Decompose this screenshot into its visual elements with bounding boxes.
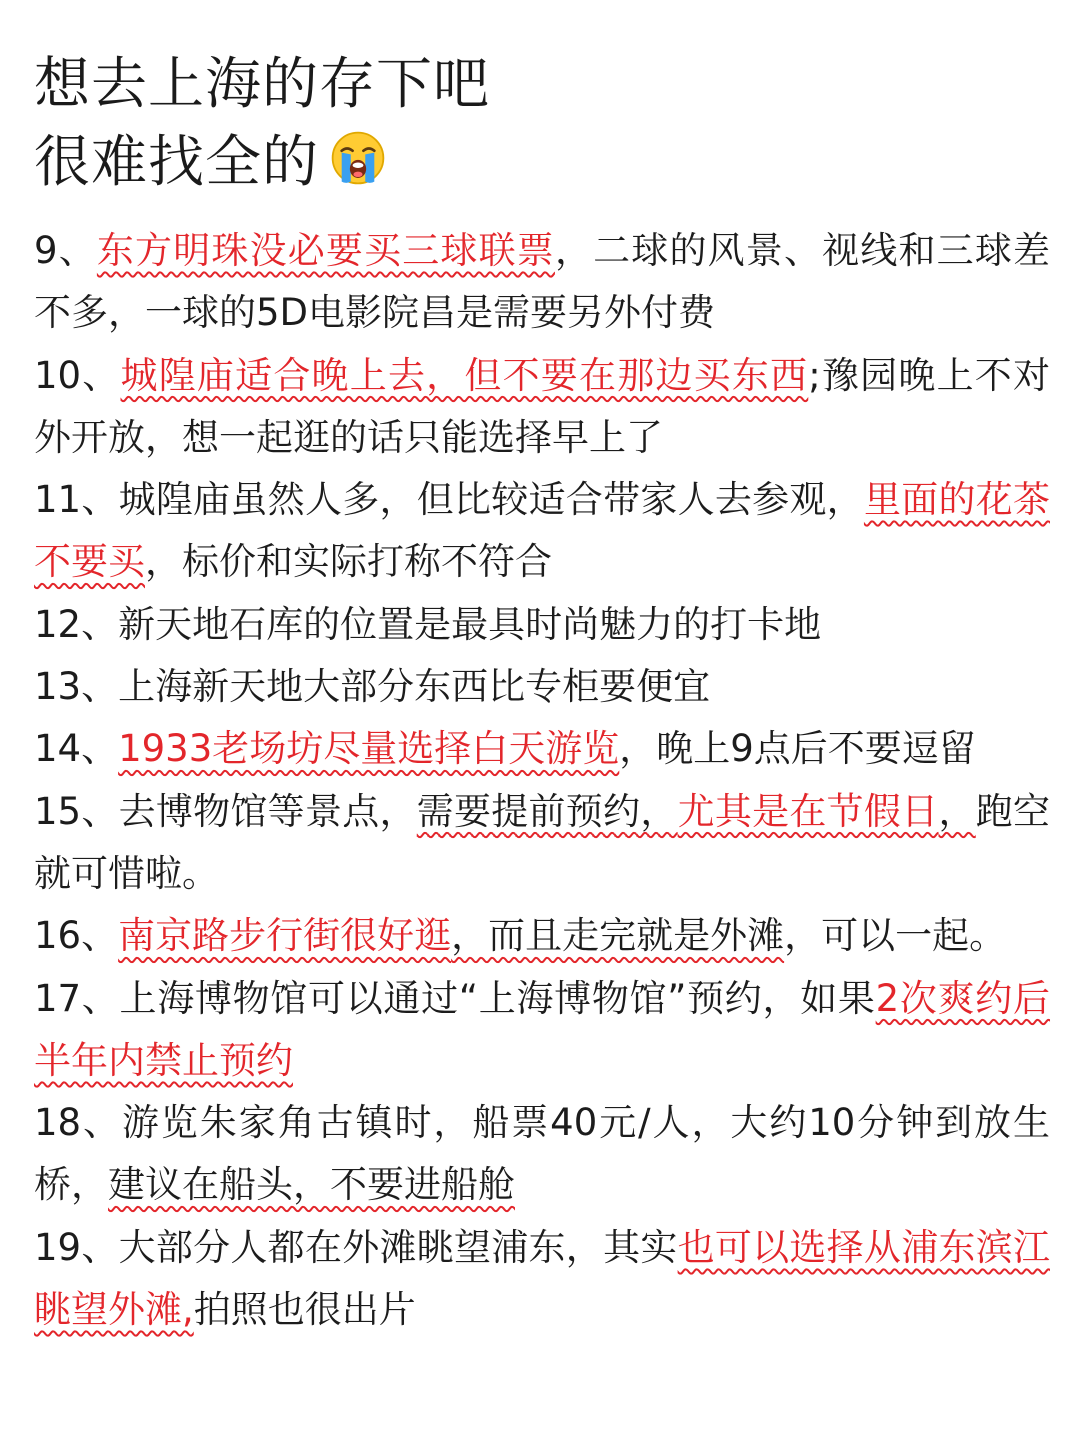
page-title	[34, 46, 490, 202]
tip-11	[34, 469, 1050, 594]
tip-13	[34, 656, 1050, 718]
tip-underlined: ，而且走完就是外滩	[451, 914, 785, 958]
tip-number: 9、	[34, 229, 97, 272]
tip-text: 19、大部分人都在外滩眺望浦东，其实	[34, 1225, 678, 1269]
loudly-crying-face-icon	[329, 129, 387, 187]
tip-highlight: 也可以选择从浦东滨江眺望外滩,	[34, 1225, 1050, 1332]
tip-text: 拍照也很出片	[193, 1288, 416, 1332]
tip-highlight: 2次爽约后半年内禁止预约	[34, 976, 1051, 1082]
tip-text: 15、去博物馆等景点，	[34, 789, 417, 833]
tip-highlight: 1933老场坊尽量选择白天游览	[118, 727, 620, 771]
tip-text: ，晚上9点后不要逗留	[619, 727, 976, 771]
tip-19	[34, 1217, 1050, 1342]
tip-text: 18、游览朱家角古镇时，船票40元/人，大约10分钟到放生桥，	[34, 1101, 1050, 1207]
tip-16	[34, 905, 1050, 967]
tip-highlight: 里面的花茶不要买	[34, 478, 1050, 584]
title-line-2-text: 很难找全的	[34, 130, 319, 195]
tip-highlight: 南京路步行街很好逛	[118, 914, 452, 958]
tip-highlight: 尤其是在节假日	[677, 789, 939, 833]
tip-underlined-punct: ，	[938, 789, 976, 833]
tip-text: 12、新天地石库的位置是最具时尚魅力的打卡地	[34, 602, 822, 646]
tip-text: 13、上海新天地大部分东西比专柜要便宜	[34, 665, 711, 709]
tip-17	[34, 968, 1050, 1093]
tip-14	[34, 718, 1050, 780]
tip-highlight: 东方明珠没必要买三球联票	[96, 229, 555, 272]
tip-15	[34, 781, 1050, 906]
tip-18	[34, 1092, 1050, 1217]
tip-text: 跑空就可惜啦。	[34, 789, 1050, 895]
title-line-1: 想去上海的存下吧	[34, 52, 490, 117]
tip-text: ，可以一起。	[784, 914, 1007, 958]
tip-text: ，二球的风景、视线和三球差不多，一球的5D电影院昌是需要另外付费	[34, 229, 1051, 335]
tip-number: 10、	[34, 353, 121, 397]
tip-9	[34, 220, 1050, 345]
tip-10	[34, 345, 1050, 470]
tip-number: 14、	[34, 727, 119, 771]
tip-highlight: 城隍庙适合晚上去，但不要在那边买东西	[120, 353, 809, 397]
tip-underlined: 建议在船头，不要进船舱	[108, 1163, 515, 1207]
tip-number: 16、	[34, 914, 119, 958]
tip-text: 17、上海博物馆可以通过“上海博物馆”预约，如果	[34, 976, 876, 1020]
tip-underlined: 需要提前预约，	[416, 789, 678, 833]
tips-list	[34, 220, 1050, 1341]
tip-text: ，标价和实际打称不符合	[145, 540, 552, 584]
tip-12	[34, 594, 1050, 656]
tip-text: 11、城隍庙虽然人多，但比较适合带家人去参观，	[34, 478, 864, 522]
title-line-2	[34, 124, 490, 202]
tip-text: ;豫园晚上不对外开放，想一起逛的话只能选择早上了	[34, 353, 1050, 459]
